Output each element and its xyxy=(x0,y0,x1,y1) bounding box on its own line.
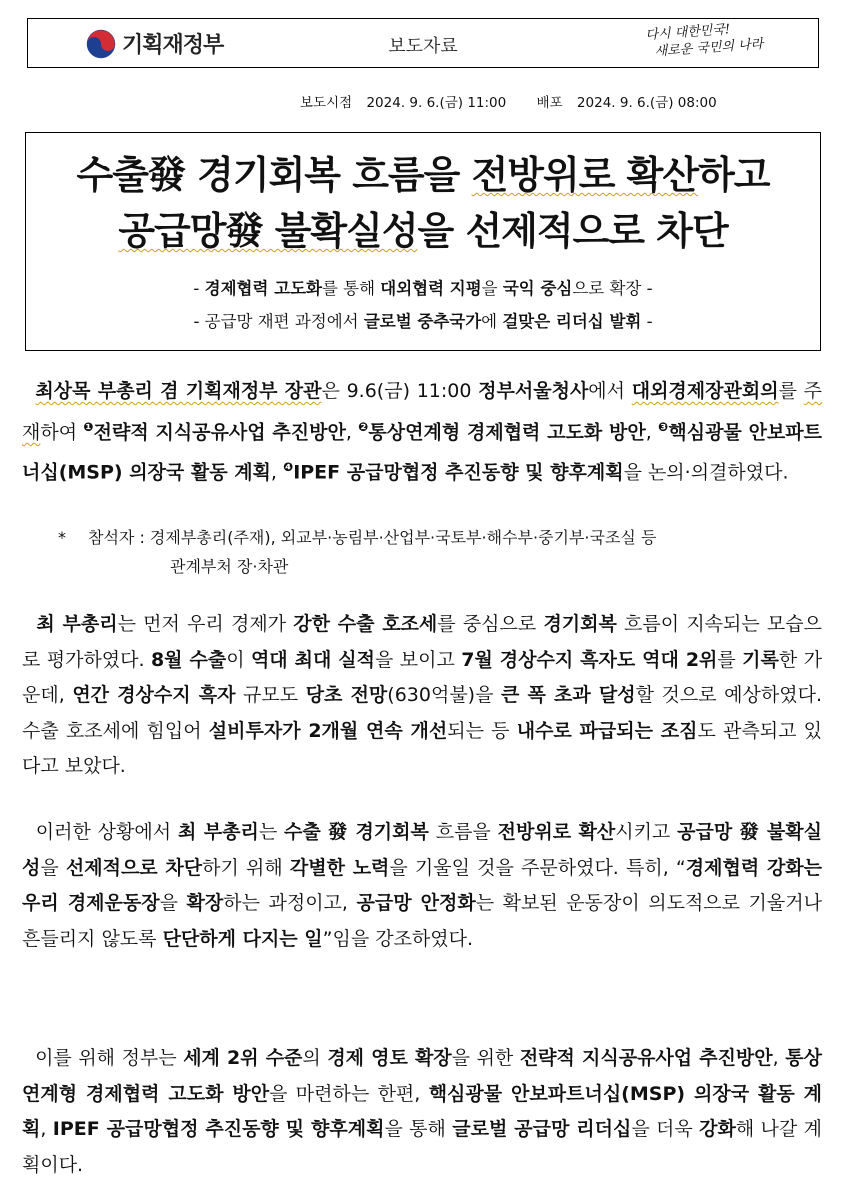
text-run: 전략적 지식공유사업 추진방안 xyxy=(519,1047,773,1069)
text-run: , xyxy=(40,1118,53,1140)
text-run: 규모도 xyxy=(235,684,306,706)
text-run: 을 논의·의결하였다. xyxy=(623,461,789,484)
text-run: ”임을 강조하였다. xyxy=(322,927,474,950)
text-run xyxy=(22,613,36,635)
text-run: 설비투자가 2개월 연속 개선 xyxy=(208,719,448,742)
text-run: 선제적으로 차단 xyxy=(65,856,203,879)
title-text: 수출發 경기회복 흐름을 xyxy=(76,153,472,197)
text-run: 흐름이 지속되는 모습으로 평가하였다. xyxy=(22,613,822,671)
title-box xyxy=(25,132,821,351)
text-run: 을 통해 xyxy=(384,1118,453,1140)
text-run: 을 마련하는 한편, xyxy=(269,1082,429,1105)
text-run: 이러한 상황에서 xyxy=(35,821,178,843)
text-run: 경제협력 강화는 우리 경제운동장 xyxy=(22,856,823,914)
text-run: 전략적 지식공유사업 추진방안 xyxy=(93,420,346,443)
text-run: , xyxy=(772,1047,786,1069)
text-run: 대외협력 지평 xyxy=(380,279,482,298)
paragraph-text xyxy=(22,607,822,785)
text-run xyxy=(22,1047,35,1069)
distribution-label: 배포 xyxy=(536,95,563,111)
text-run: 흐름을 xyxy=(428,821,498,843)
text-run: 핵심광물 안보파트너십(MSP) 의장국 활동 계획 xyxy=(22,420,822,484)
text-run: 하는 과정이고, xyxy=(223,892,357,914)
text-run: 정부서울청사 xyxy=(478,380,589,402)
paragraph-text xyxy=(22,1041,822,1183)
release-value: 2024. 9. 6.(금) 11:00 xyxy=(366,95,507,111)
text-run xyxy=(22,380,35,402)
item-number-marker: ❹ xyxy=(283,460,294,475)
text-run: 는 확보된 운동장이 의도적으로 기울거나 흔들리지 않도록 xyxy=(22,892,822,950)
item-number-marker: ❶ xyxy=(83,419,94,434)
text-run: 를 xyxy=(778,380,804,402)
text-run: 연간 경상수지 흑자 xyxy=(72,684,236,706)
text-run: 으로 확장 - xyxy=(572,279,653,298)
text-run: 통상연계형 경제협력 고도화 방안 xyxy=(22,1047,822,1105)
text-run: 핵심광물 안보파트너십(MSP) 의장국 활동 계획 xyxy=(22,1082,823,1140)
text-run: 할 것으로 예상하였다. 수출 호조세에 힘입어 xyxy=(22,684,822,742)
text-run: 도 관측되고 있다고 보았다. xyxy=(22,719,822,777)
text-run: 8월 수출 xyxy=(150,648,227,671)
text-run: 의 xyxy=(302,1047,328,1069)
text-run: 역대 최대 실적 xyxy=(250,648,376,671)
text-run: 하기 위해 xyxy=(202,856,290,879)
text-run: 최상목 부총리 겸 기획재정부 장관 xyxy=(35,380,322,402)
title-line-2 xyxy=(26,203,820,259)
text-run: 되는 등 xyxy=(447,719,517,742)
text-run: 걸맞은 리더십 발휘 xyxy=(502,312,642,331)
title-highlight: 전방위로 확산 xyxy=(471,153,699,197)
text-run: 을 xyxy=(481,279,503,298)
text-run: 당초 전망 xyxy=(305,684,388,706)
text-run: 시키고 xyxy=(615,821,678,843)
text-run: 최 부총리 xyxy=(36,613,118,635)
text-run: IPEF 공급망협정 추진동향 및 향후계획 xyxy=(293,461,624,484)
text-run: 경기회복 xyxy=(543,613,617,635)
paragraph-2 xyxy=(22,607,822,785)
text-run: 글로벌 공급망 리더십 xyxy=(452,1118,632,1140)
text-run: 7월 경상수지 흑자도 역대 2위 xyxy=(461,648,718,671)
text-run: 공급망 안정화 xyxy=(356,892,476,914)
text-run: 확장 xyxy=(186,892,224,914)
text-run: IPEF 공급망협정 추진동향 및 향후계획 xyxy=(52,1118,385,1140)
release-dates xyxy=(300,91,727,111)
slogan-line2: 새로운 국민의 나라 xyxy=(654,36,764,60)
text-run: 국익 중심 xyxy=(502,279,573,298)
item-number-marker: ❸ xyxy=(658,419,669,434)
paragraph-4 xyxy=(22,1041,822,1183)
title-text: 을 선제적으로 차단 xyxy=(417,209,728,253)
text-run: 을 xyxy=(159,892,187,914)
text-run: 를 중심으로 xyxy=(437,613,544,635)
text-run: 주재 xyxy=(22,380,822,443)
slogan-line1: 다시 대한민국! xyxy=(645,22,731,44)
text-run: 에서 xyxy=(588,380,632,402)
text-run: 대외경제장관회의 xyxy=(631,380,779,402)
text-run: - 공급망 재편 과정에서 xyxy=(193,312,364,331)
note-line1: 참석자 : 경제부총리(주재), 외교부·농림부·산업부·국토부·해수부·중기부·국조실 등 xyxy=(88,528,657,547)
attendees-note xyxy=(58,523,824,581)
text-run: 를 통해 xyxy=(321,279,381,298)
header-box xyxy=(27,18,819,68)
text-run: 하여 xyxy=(40,420,84,443)
text-run: , xyxy=(645,420,659,443)
title-text: 하고 xyxy=(698,153,770,197)
text-run: 에 xyxy=(481,312,503,331)
text-run: 단단하게 다지는 일 xyxy=(162,927,323,950)
text-run: (630억불)을 xyxy=(387,684,502,706)
title-line-1 xyxy=(26,147,820,203)
text-run: 내수로 파급되는 조짐 xyxy=(516,719,698,742)
text-run: 최 부총리 xyxy=(177,821,259,843)
text-run: 세계 2위 수준 xyxy=(183,1047,303,1069)
text-run: 을 위한 xyxy=(451,1047,520,1069)
paragraph-1 xyxy=(22,374,822,491)
text-run: 한 가운데, xyxy=(22,648,822,706)
ministry-name: 기획재정부 xyxy=(122,33,224,58)
text-run: 해 나갈 계획이다. xyxy=(22,1118,822,1176)
text-run: 큰 폭 초과 달성 xyxy=(501,684,636,706)
text-run: 는 xyxy=(258,821,285,843)
text-run: 기록 xyxy=(742,648,779,671)
text-run: - xyxy=(193,279,205,298)
text-run: 공급망 發 불확실성 xyxy=(22,821,822,879)
paragraph-text xyxy=(22,815,822,957)
text-run: 을 보이고 xyxy=(375,648,462,671)
text-run: 전방위로 확산 xyxy=(497,821,616,843)
text-run: 이 xyxy=(226,648,251,671)
paragraph-3 xyxy=(22,815,822,957)
release-label: 보도시점 xyxy=(300,95,353,111)
note-line2: 관계부처 장·차관 xyxy=(170,557,289,576)
text-run: 강화 xyxy=(699,1118,736,1140)
text-run: 통상연계형 경제협력 고도화 방안 xyxy=(368,420,646,443)
text-run: 각별한 노력 xyxy=(289,856,390,879)
text-run: , xyxy=(270,461,284,484)
text-run: 강한 수출 호조세 xyxy=(293,613,438,635)
text-run: 경제 영토 확장 xyxy=(327,1047,452,1069)
item-number-marker: ❷ xyxy=(358,419,369,434)
text-run: 을 기울일 것을 주문하였다. 특히, “ xyxy=(389,856,686,879)
text-run: , xyxy=(345,420,359,443)
text-run: 를 xyxy=(717,648,743,671)
text-run: 이를 위해 정부는 xyxy=(35,1047,184,1069)
note-star: * xyxy=(58,528,66,547)
doc-type: 보도자료 xyxy=(388,36,458,57)
text-run: 는 먼저 우리 경제가 xyxy=(117,613,294,635)
text-run xyxy=(22,821,36,843)
subtitle-2 xyxy=(26,305,820,338)
text-run: 을 더욱 xyxy=(631,1118,700,1140)
title-highlight: 공급망發 불확실성 xyxy=(118,209,418,253)
text-run: 은 9.6(금) 11:00 xyxy=(321,380,479,402)
subtitle-1 xyxy=(26,272,820,305)
text-run: 수출 發 경기회복 xyxy=(284,821,429,843)
distribution-value: 2024. 9. 6.(금) 08:00 xyxy=(576,95,717,111)
text-run: - xyxy=(641,312,653,331)
paragraph-text xyxy=(22,374,822,491)
text-run: 경제협력 고도화 xyxy=(204,279,322,298)
text-run: 글로벌 중추국가 xyxy=(363,312,482,331)
text-run: 을 xyxy=(40,856,66,879)
